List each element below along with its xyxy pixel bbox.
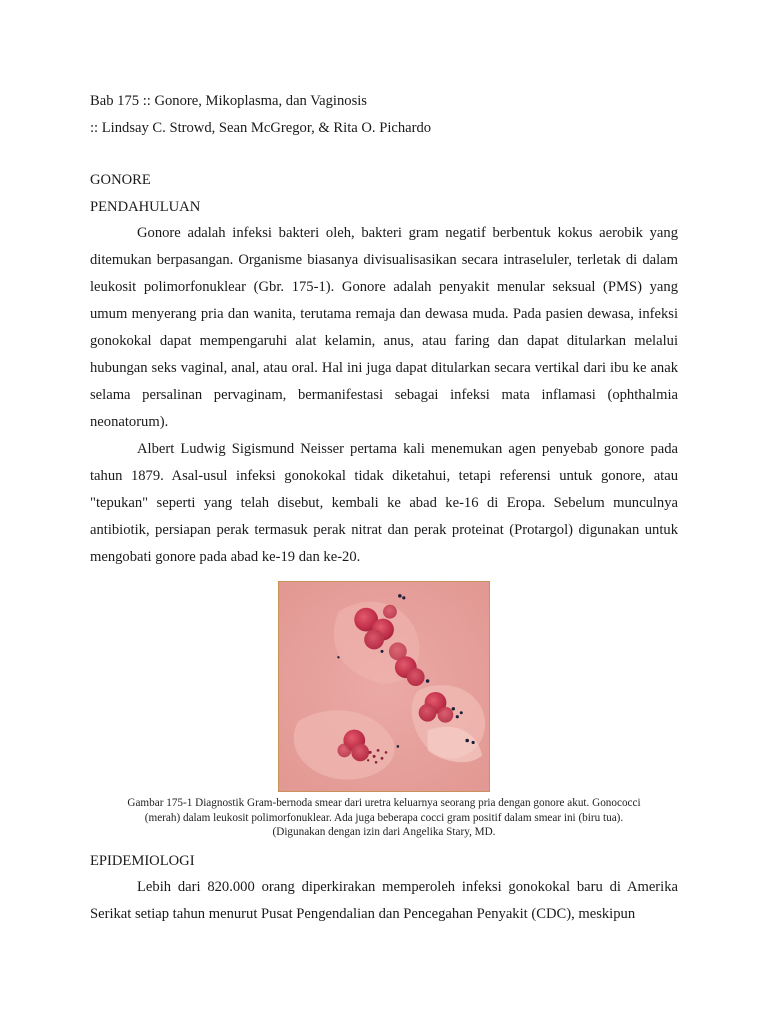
caption-line: Gambar 175-1 Diagnostik Gram-bernoda smear dari uretra keluarnya seorang pria dengan gonore akut. Gonococci [127,797,641,809]
section-heading-epidemiologi: EPIDEMIOLOGI [90,852,195,869]
subsection-heading-pendahuluan: PENDAHULUAN [90,198,201,215]
document-page [90,88,678,928]
gram-stain-micrograph [278,581,490,792]
paragraph-history: Albert Ludwig Sigismund Neisser pertama kali menemukan agen penyebab gonore pada tahun 1879. Asal-usul infeksi gonokokal tidak diketahui, tetapi referensi untuk gonore, atau "tepukan" seperti yang telah disebut, kembali ke abad ke-16 di Eropa. Sebelum munculnya antibiotik, persiapan perak termasuk perak nitrat dan perak proteinat (Protargol) digunakan untuk mengobati gonore pada abad ke-19 dan ke-20. [90,441,678,565]
chapter-title: Bab 175 :: Gonore, Mikoplasma, dan Vaginosis [90,93,367,109]
paragraph-intro: Gonore adalah infeksi bakteri oleh, bakteri gram negatif berbentuk kokus aerobik yang ditemukan berpasangan. Organisme biasanya divisualisasikan secara intraseluler, terletak di dalam leukosit polimorfonuklear (Gbr. 175-1). Gonore adalah penyakit menular seksual (PMS) yang umum menyerang pria dan wanita, terutama remaja dan dewasa muda. Pada pasien dewasa, infeksi gonokokal dapat mempengaruhi alat kelamin, anus, atau faring dan dapat ditularkan melalui hubungan seks vaginal, anal, atau oral. Hal ini juga dapat ditularkan secara vertikal dari ibu ke anak selama persalinan pervaginam, bermanifestasi sebagai infeksi mata inflamasi (ophthalmia neonatorum). [90,225,678,430]
chapter-authors: :: Lindsay C. Strowd, Sean McGregor, & Rita O. Pichardo [90,119,432,136]
caption-line: (merah) dalam leukosit polimorfonuklear. Ada juga beberapa cocci gram positif dalam smear ini (biru tua). [144,811,624,824]
figure-175-1 [90,581,678,840]
figure-caption [90,796,678,840]
paragraph-epidemiology: Lebih dari 820.000 orang diperkirakan memperoleh infeksi gonokokal baru di Amerika Serikat setiap tahun menurut Pusat Pengendalian dan Pencegahan Penyakit (CDC), meskipun [90,879,678,923]
caption-line: (Digunakan dengan izin dari Angelika Stary, MD. [272,826,496,839]
section-heading-gonore: GONORE [90,172,151,188]
